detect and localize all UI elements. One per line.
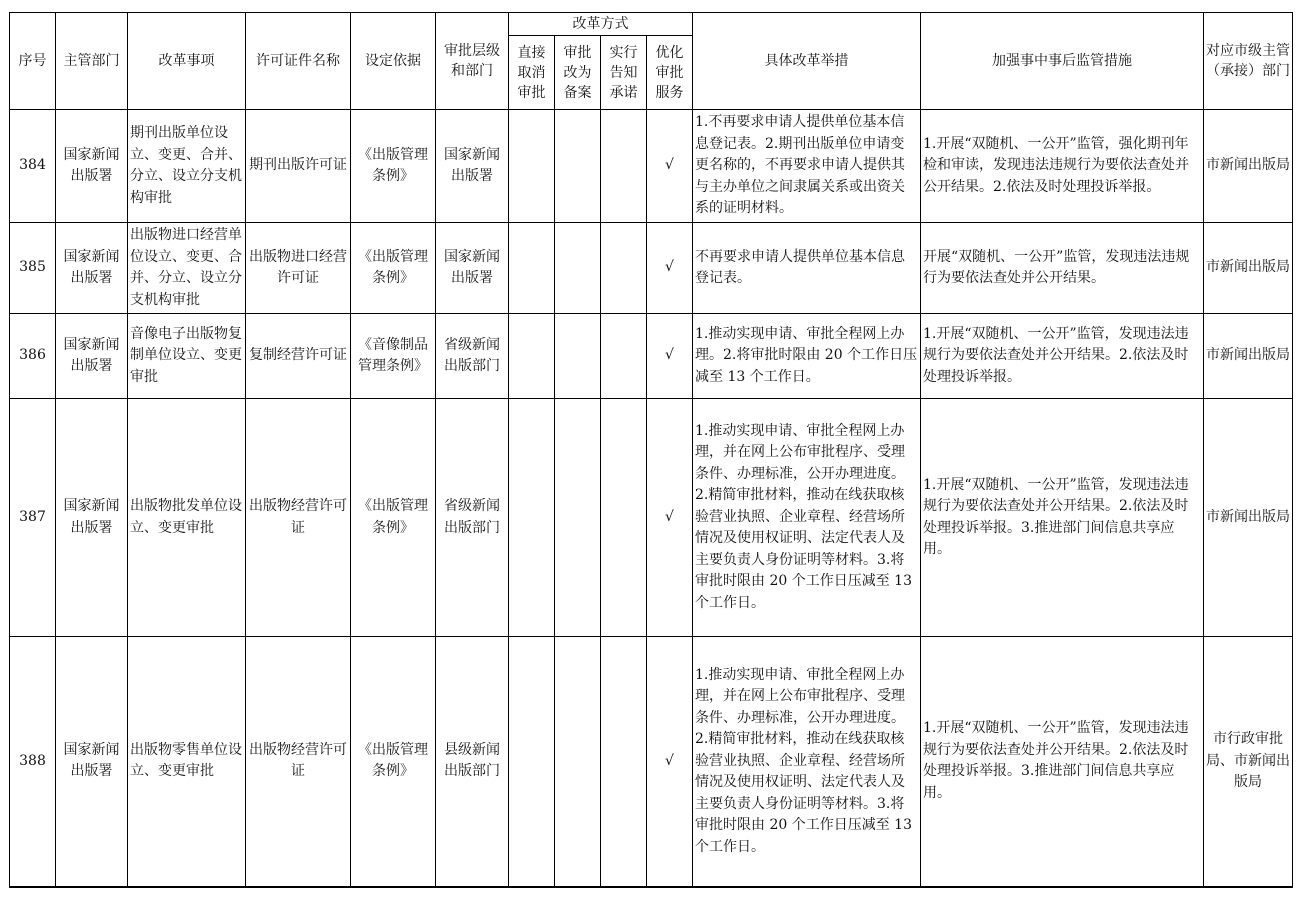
- cell-seq: 386: [10, 314, 56, 399]
- cell-measures: 1.推动实现申请、审批全程网上办理，并在网上公布审批程序、受理条件、办理标准，公开办理进度。2.精简审批材料，推动在线获取核验营业执照、企业章程、经营场所情况及使用权证明、法定代表人及主要负责人身份证明等材料。3.将审批时限由 20 个工作日压减至 13 个工作日。: [693, 399, 921, 637]
- header-mode-record: 审批改为备案: [555, 36, 601, 110]
- cell-measures: 1.不再要求申请人提供单位基本信息登记表。2.期刊出版单位申请变更名称的，不再要求申请人提供其与主办单位之间隶属关系或出资关系的证明材料。: [693, 110, 921, 223]
- cell-item: 音像电子出版物复制单位设立、变更审批: [128, 314, 246, 399]
- cell-mode-record: [555, 223, 601, 314]
- cell-item: 期刊出版单位设立、变更、合并、分立、设立分支机构审批: [128, 110, 246, 223]
- cell-license: 出版物经营许可证: [246, 637, 351, 887]
- cell-item: 出版物进口经营单位设立、变更、合并、分立、设立分支机构审批: [128, 223, 246, 314]
- cell-measures: 不再要求申请人提供单位基本信息登记表。: [693, 223, 921, 314]
- cell-basis: 《出版管理条例》: [351, 223, 436, 314]
- cell-city-dept: 市新闻出版局: [1204, 314, 1293, 399]
- cell-mode-cancel: [509, 399, 555, 637]
- cell-supervision: 1.开展“双随机、一公开”监管，发现违法违规行为要依法查处并公开结果。2.依法及时处理投诉举报。: [921, 314, 1204, 399]
- cell-basis: 《出版管理条例》: [351, 637, 436, 887]
- cell-license: 复制经营许可证: [246, 314, 351, 399]
- cell-dept: 国家新闻出版署: [56, 637, 128, 887]
- header-item: 改革事项: [128, 13, 246, 110]
- cell-mode-promise: [601, 314, 647, 399]
- cell-level: 国家新闻出版署: [436, 110, 509, 223]
- cell-dept: 国家新闻出版署: [56, 314, 128, 399]
- cell-level: 国家新闻出版署: [436, 223, 509, 314]
- cell-mode-cancel: [509, 637, 555, 887]
- cell-item: 出版物零售单位设立、变更审批: [128, 637, 246, 887]
- cell-item: 出版物批发单位设立、变更审批: [128, 399, 246, 637]
- table-row: [10, 637, 1293, 887]
- cell-mode-promise: [601, 110, 647, 223]
- checkmark-cell: √: [647, 314, 693, 399]
- table-row: [10, 223, 1293, 314]
- cell-mode-record: [555, 399, 601, 637]
- checkmark-cell: √: [647, 223, 693, 314]
- checkmark-cell: √: [647, 110, 693, 223]
- header-measures: 具体改革举措: [693, 13, 921, 110]
- cell-measures: 1.推动实现申请、审批全程网上办理，并在网上公布审批程序、受理条件、办理标准，公开办理进度。2.精简审批材料，推动在线获取核验营业执照、企业章程、经营场所情况及使用权证明、法定代表人及主要负责人身份证明等材料。3.将审批时限由 20 个工作日压减至 13 个工作日。: [693, 637, 921, 887]
- cell-basis: 《出版管理条例》: [351, 399, 436, 637]
- table-row: [10, 314, 1293, 399]
- cell-dept: 国家新闻出版署: [56, 223, 128, 314]
- cell-seq: 384: [10, 110, 56, 223]
- cell-mode-promise: [601, 399, 647, 637]
- cell-license: 出版物进口经营许可证: [246, 223, 351, 314]
- checkmark-cell: √: [647, 399, 693, 637]
- header-basis: 设定依据: [351, 13, 436, 110]
- cell-mode-promise: [601, 223, 647, 314]
- header-mode-cancel: 直接取消审批: [509, 36, 555, 110]
- cell-city-dept: 市新闻出版局: [1204, 223, 1293, 314]
- reform-table: [9, 12, 1293, 888]
- cell-mode-promise: [601, 637, 647, 887]
- cell-mode-cancel: [509, 223, 555, 314]
- header-mode-optimize: 优化审批服务: [647, 36, 693, 110]
- cell-city-dept: 市新闻出版局: [1204, 399, 1293, 637]
- cell-supervision: 1.开展“双随机、一公开”监管，发现违法违规行为要依法查处并公开结果。2.依法及时处理投诉举报。3.推进部门间信息共享应用。: [921, 399, 1204, 637]
- table-row: [10, 110, 1293, 223]
- cell-seq: 387: [10, 399, 56, 637]
- cell-mode-record: [555, 314, 601, 399]
- header-city-dept: 对应市级主管（承接）部门: [1204, 13, 1293, 110]
- cell-mode-record: [555, 637, 601, 887]
- cell-level: 省级新闻出版部门: [436, 399, 509, 637]
- header-level: 审批层级和部门: [436, 13, 509, 110]
- cell-seq: 385: [10, 223, 56, 314]
- header-seq: 序号: [10, 13, 56, 110]
- cell-license: 出版物经营许可证: [246, 399, 351, 637]
- cell-city-dept: 市行政审批局、市新闻出版局: [1204, 637, 1293, 887]
- cell-mode-record: [555, 110, 601, 223]
- header-license: 许可证件名称: [246, 13, 351, 110]
- cell-seq: 388: [10, 637, 56, 887]
- header-mode-promise: 实行告知承诺: [601, 36, 647, 110]
- cell-dept: 国家新闻出版署: [56, 110, 128, 223]
- cell-supervision: 1.开展“双随机、一公开”监管，发现违法违规行为要依法查处并公开结果。2.依法及时处理投诉举报。3.推进部门间信息共享应用。: [921, 637, 1204, 887]
- cell-city-dept: 市新闻出版局: [1204, 110, 1293, 223]
- cell-level: 省级新闻出版部门: [436, 314, 509, 399]
- header-supervision: 加强事中事后监管措施: [921, 13, 1204, 110]
- cell-supervision: 开展“双随机、一公开”监管，发现违法违规行为要依法查处并公开结果。: [921, 223, 1204, 314]
- table-row: [10, 399, 1293, 637]
- cell-level: 县级新闻出版部门: [436, 637, 509, 887]
- checkmark-cell: √: [647, 637, 693, 887]
- cell-mode-cancel: [509, 314, 555, 399]
- cell-mode-cancel: [509, 110, 555, 223]
- cell-dept: 国家新闻出版署: [56, 399, 128, 637]
- cell-basis: 《音像制品管理条例》: [351, 314, 436, 399]
- cell-measures: 1.推动实现申请、审批全程网上办理。2.将审批时限由 20 个工作日压减至 13 个工作日。: [693, 314, 921, 399]
- cell-basis: 《出版管理条例》: [351, 110, 436, 223]
- header-dept: 主管部门: [56, 13, 128, 110]
- header-reform-group: 改革方式: [509, 13, 693, 36]
- cell-supervision: 1.开展“双随机、一公开”监管，强化期刊年检和审读，发现违法违规行为要依法查处并公开结果。2.依法及时处理投诉举报。: [921, 110, 1204, 223]
- cell-license: 期刊出版许可证: [246, 110, 351, 223]
